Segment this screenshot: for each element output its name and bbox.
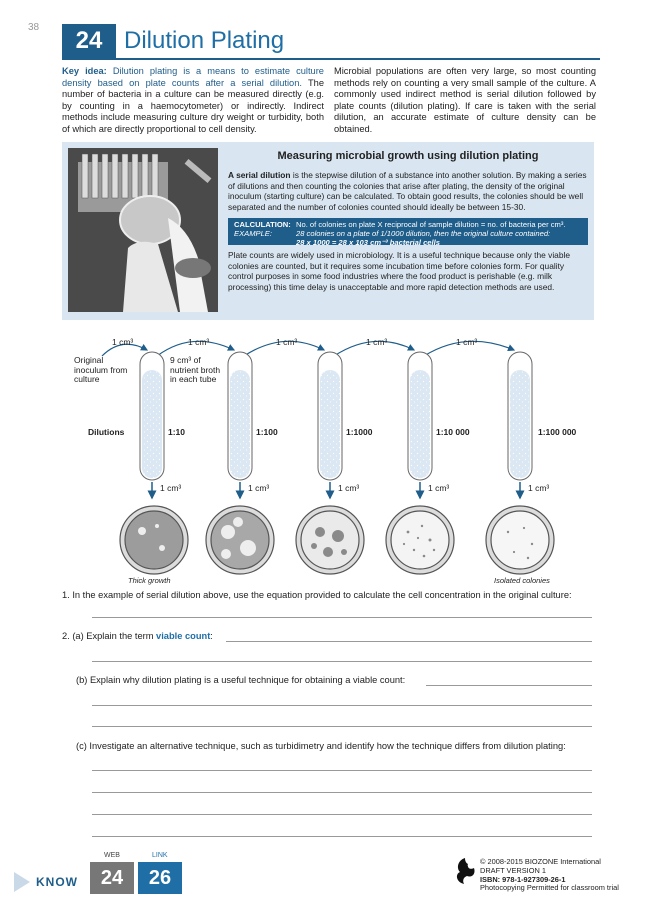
answer-line[interactable] (92, 792, 592, 793)
key-idea-label: Key idea: (62, 66, 107, 76)
serial-dilution-paragraph (228, 170, 588, 212)
dilution-2: 1:100 (256, 427, 278, 437)
isolated-colonies-label: Isolated colonies (494, 576, 550, 585)
key-idea-text: Dilution plating is a means to estimate culture density based on plate counts after a serial dilution. (62, 66, 324, 88)
original-inoculum-label: Original inoculum from culture (74, 355, 128, 384)
transfer-label-1: 1 cm³ (112, 337, 134, 347)
transfer-label-2: 1 cm³ (188, 337, 210, 347)
serial-dilution-text: is the stepwise dilution of a substance into another solution. By making a series of dilutions and then counting the colonies that arise after plating, the density of the original inoculum (starting culture) can be calculated. To obtain good results, the colonies should be well separated and the number of colonies counted should ideally be between 15-30. (228, 170, 587, 212)
biozone-logo-icon (452, 856, 478, 891)
dilution-1: 1:10 (168, 427, 186, 437)
answer-line[interactable] (92, 814, 592, 815)
link-number[interactable]: 26 (138, 862, 182, 894)
thick-growth-label: Thick growth (128, 576, 171, 585)
answer-line[interactable] (92, 770, 592, 771)
calculation-label: CALCULATION: (234, 220, 291, 229)
intro-left-column (62, 66, 324, 135)
permission-text: Photocopying Permitted for classroom trial (480, 883, 619, 893)
dilution-3: 1:1000 (346, 427, 373, 437)
question-2b: (b) Explain why dilution plating is a useful technique for obtaining a viable count: (76, 675, 406, 685)
question-2a-prefix: 2. (a) Explain the term (62, 631, 157, 641)
answer-line[interactable] (426, 685, 592, 686)
dilution-5: 1:100 000 (538, 427, 577, 437)
question-2c: (c) Investigate an alternative technique, such as turbidimetry and identify how the technique differs from dilution plating: (76, 741, 566, 751)
answer-line[interactable] (226, 641, 592, 642)
plate-transfer-label-1: 1 cm³ (160, 483, 182, 493)
plate-transfer-label-4: 1 cm³ (428, 483, 450, 493)
copyright-block (480, 858, 619, 893)
plate-transfer-label-3: 1 cm³ (338, 483, 360, 493)
panel-title: Measuring microbial growth using dilution plating (277, 150, 539, 162)
calculation-text: No. of colonies on plate X reciprocal of sample dilution = no. of bacteria per cm³. (296, 220, 566, 229)
plate-transfer-label-5: 1 cm³ (528, 483, 550, 493)
serial-dilution-term: A serial dilution (228, 170, 291, 180)
title-rule (62, 58, 600, 60)
link-label: LINK (152, 852, 168, 859)
nutrient-broth-label: 9 cm³ of nutrient broth in each tube (170, 355, 221, 384)
title-text: Dilution Plating (124, 27, 285, 54)
question-1: 1. In the example of serial dilution above, use the equation provided to calculate the cell concentration in the original culture: (62, 590, 572, 600)
page-title (62, 24, 600, 58)
transfer-label-3: 1 cm³ (276, 337, 298, 347)
serial-dilution-diagram (62, 326, 598, 588)
example-label: EXAMPLE: (234, 229, 272, 238)
intro-right-column: Microbial populations are often very large, so most counting methods rely on counting a very small sample of the culture. A commonly used indirect method is serial dilution followed by plate counts (dilution plating). If care is taken with the serial dilution, an accurate estimate of culture density can be obtained. (334, 66, 596, 134)
activity-number: 24 (62, 24, 116, 58)
web-number[interactable]: 24 (90, 862, 134, 894)
question-2a (62, 631, 213, 641)
answer-line[interactable] (92, 617, 592, 618)
answer-line[interactable] (92, 705, 592, 706)
answer-line[interactable] (92, 661, 592, 662)
lab-photo (68, 148, 218, 312)
plate-transfer-label-2: 1 cm³ (248, 483, 270, 493)
answer-line[interactable] (92, 726, 592, 727)
web-label: WEB (104, 852, 120, 859)
copyright-text: © 2008-2015 BIOZONE International (480, 857, 601, 866)
play-triangle-icon (14, 872, 30, 892)
viable-count-term: viable count (156, 631, 211, 641)
example-text: 28 colonies on a plate of 1/1000 dilution, then the original culture contained: (296, 229, 551, 238)
answer-line[interactable] (92, 836, 592, 837)
know-label: KNOW (36, 875, 78, 889)
isbn-text: ISBN: 978-1-927309-26-1 (480, 874, 566, 884)
calculation-box (228, 218, 588, 245)
page-number: 38 (28, 22, 40, 33)
info-panel (62, 142, 594, 320)
plate-counts-paragraph: Plate counts are widely used in microbiology. It is a useful technique because only the viable colonies are counted, but it requires some incubation time before colonies form. For quality control purposes in some food industries where the food product is perishable (e.g. milk processing) this time delay is unacceptable and more rapid detection methods are used. (228, 250, 571, 292)
dilutions-label: Dilutions (88, 427, 125, 437)
transfer-label-4: 1 cm³ (366, 337, 388, 347)
question-2a-suffix: : (210, 631, 213, 641)
draft-text: DRAFT VERSION 1 (480, 865, 546, 875)
example-result: 28 x 1000 = 28 x 103 cm⁻³ bacterial cells (296, 238, 440, 247)
dilution-4: 1:10 000 (436, 427, 470, 437)
transfer-label-5: 1 cm³ (456, 337, 478, 347)
intro-left-text: The number of bacteria in a culture can be measured directly (e.g. by counting in a haemocytometer) or indirectly. Indirect methods include measuring culture dry weight or turbidity, both of which are directly proportional to cell density. (62, 77, 324, 134)
know-tag (14, 872, 78, 892)
